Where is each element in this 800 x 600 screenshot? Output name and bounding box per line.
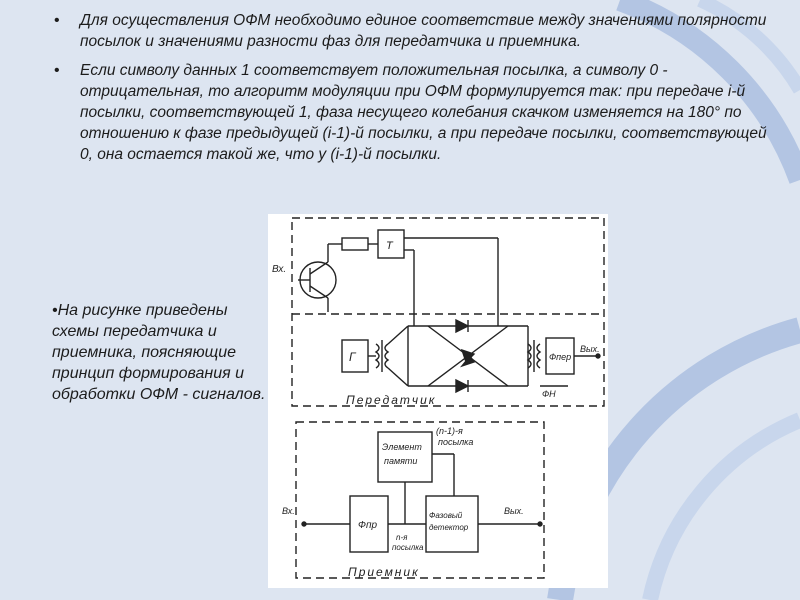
bullet-marker: •: [54, 12, 60, 29]
transmitter-caption: Передатчик: [346, 393, 437, 407]
bullet-item: [52, 10, 772, 52]
bullet-item: [52, 60, 772, 165]
memory-label-line1: Элемент: [382, 442, 422, 452]
prev-burst-label-line2: посылка: [438, 437, 474, 447]
bullet-list: [52, 10, 772, 173]
memory-label-line2: памяти: [384, 456, 418, 466]
bullet-text: Если символу данных 1 соответствует положительная посылка, а символу 0 - отрицательная, то алгоритм модуляции при ОФМ формулируется так: при передаче i-й посылки, соответствующей 1, фаза несущего колебания скачком изменяется на 180° по отношению к фазе предыдущей (i-1)-й посылки, а при передаче посылки, соответствующей 0, она остается такой же, что у (i-1)-й посылки.: [80, 62, 767, 163]
bullet-text: Для осуществления ОФМ необходимо единое соответствие между значениями полярности посылок и значениями разности фаз для передатчика и приемника.: [80, 12, 767, 50]
prev-burst-label-line1: (n-1)-я: [436, 426, 463, 436]
detector-label-line2: детектор: [429, 523, 469, 532]
rx-output-label: Вых.: [504, 506, 524, 516]
diode-icon: [456, 380, 468, 392]
cur-burst-label-line1: n-я: [396, 533, 408, 542]
diode-icon: [456, 320, 468, 332]
resistor-icon: [342, 238, 368, 250]
trigger-label: Т: [386, 240, 393, 252]
bullet-marker: •: [54, 62, 60, 79]
circuit-diagram: [268, 214, 608, 588]
receiver-caption: Приемник: [348, 565, 420, 579]
tx-input-label: Вх.: [272, 264, 287, 275]
transmitter-frame: [292, 218, 604, 406]
circuit-figure: [268, 214, 608, 588]
fn-label: ФН: [542, 389, 556, 399]
tx-output-label: Вых.: [580, 344, 600, 354]
rx-filter-label: Фпр: [358, 520, 378, 531]
generator-label: Г: [349, 350, 356, 364]
tx-filter-label: Фпер: [549, 352, 572, 362]
side-note: •На рисунке приведены схемы передатчика и приемника, поясняющие принцип формирования и обработки ОФМ - сигналов.: [52, 302, 266, 403]
transformer-icon: [376, 344, 379, 368]
rx-input-label: Вх.: [282, 506, 295, 516]
detector-label-line1: Фазовый: [429, 511, 463, 520]
cur-burst-label-line2: посылка: [392, 543, 424, 552]
